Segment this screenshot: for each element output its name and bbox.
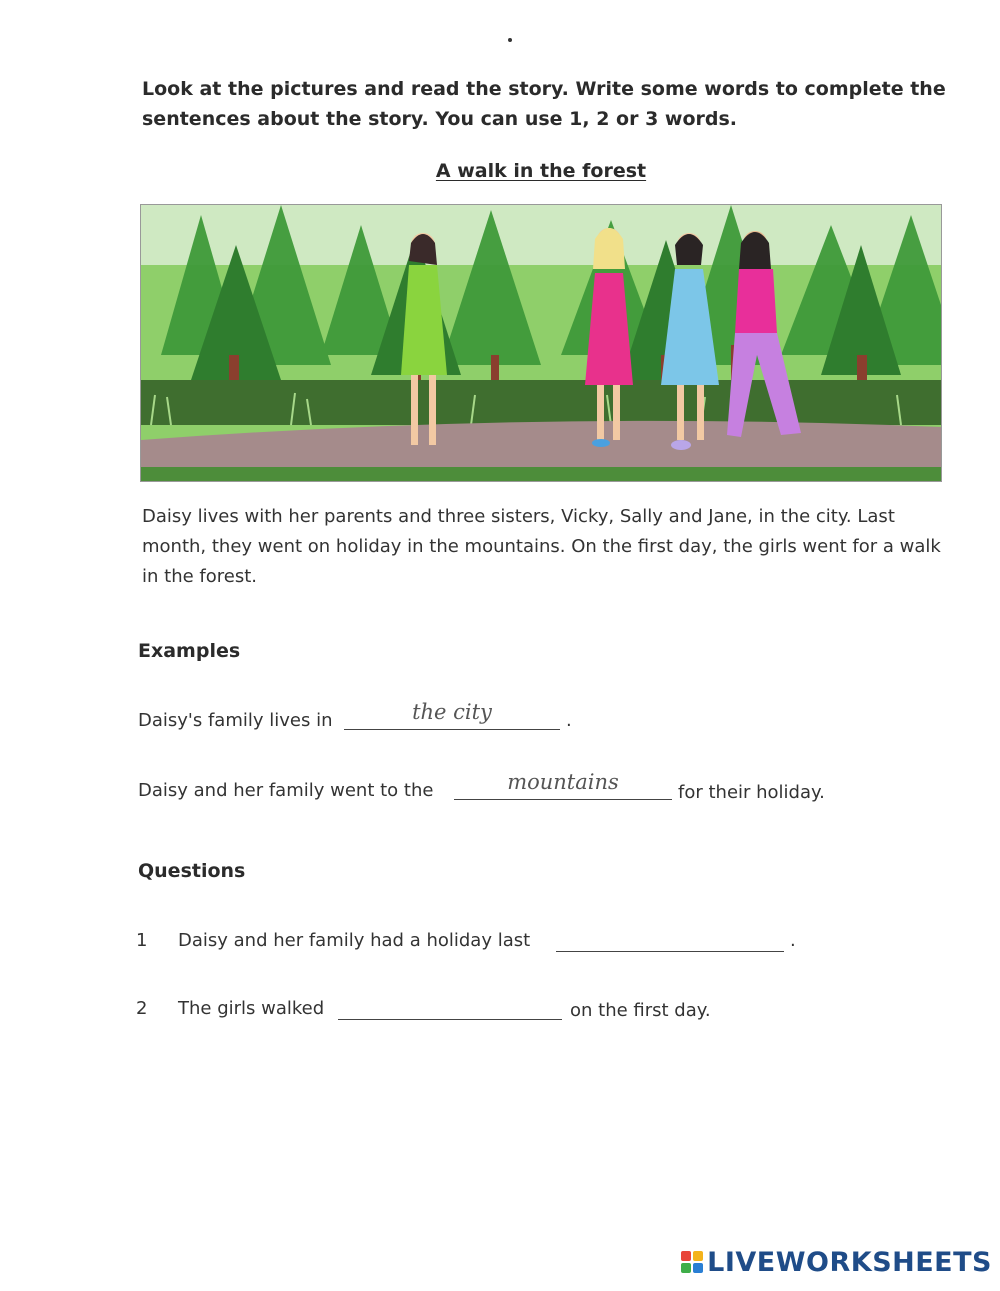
example-1-text: Daisy's family lives in — [138, 710, 333, 731]
example-1-answer: the city — [412, 700, 492, 724]
question-2-blank[interactable] — [338, 1018, 562, 1020]
question-2-text: The girls walked — [178, 998, 325, 1019]
logo-square-red — [681, 1251, 691, 1261]
page-mark — [508, 38, 512, 42]
instructions-text: Look at the pictures and read the story. Write some words to complete the sentences about the story. You can use 1, 2 or 3 words. — [142, 78, 946, 130]
question-2 — [136, 990, 836, 1030]
example-1 — [138, 700, 838, 740]
example-2-text: Daisy and her family went to the — [138, 780, 434, 801]
example-2 — [138, 770, 898, 810]
question-1-number: 1 — [136, 930, 148, 951]
example-2-answer: mountains — [507, 770, 619, 794]
question-1-blank[interactable] — [556, 950, 784, 952]
example-2-blank — [454, 798, 672, 800]
question-2-number: 2 — [136, 998, 148, 1019]
question-1-text: Daisy and her family had a holiday last — [178, 930, 531, 951]
brand-name: LIVEWORKSHEETS — [707, 1246, 992, 1278]
forest-walk-illustration — [140, 204, 942, 482]
question-1-end: . — [790, 930, 796, 951]
questions-heading: Questions — [138, 860, 246, 882]
example-1-end: . — [566, 710, 572, 731]
story-paragraph: Daisy lives with her parents and three sisters, Vicky, Sally and Jane, in the city. Last month, they went on holiday in the mountains. On the first day, the girls went for a walk in the forest. — [142, 506, 941, 587]
logo-square-blue — [693, 1263, 703, 1273]
liveworksheets-logo-icon — [681, 1251, 703, 1273]
question-2-end: on the first day. — [570, 1000, 711, 1021]
logo-square-green — [681, 1263, 691, 1273]
question-1 — [136, 922, 836, 962]
liveworksheets-brand[interactable] — [681, 1247, 992, 1277]
examples-heading: Examples — [138, 640, 241, 662]
example-1-blank — [344, 728, 560, 730]
story-title: A walk in the forest — [435, 160, 647, 182]
logo-square-yellow — [693, 1251, 703, 1261]
example-2-end: for their holiday. — [678, 782, 825, 803]
